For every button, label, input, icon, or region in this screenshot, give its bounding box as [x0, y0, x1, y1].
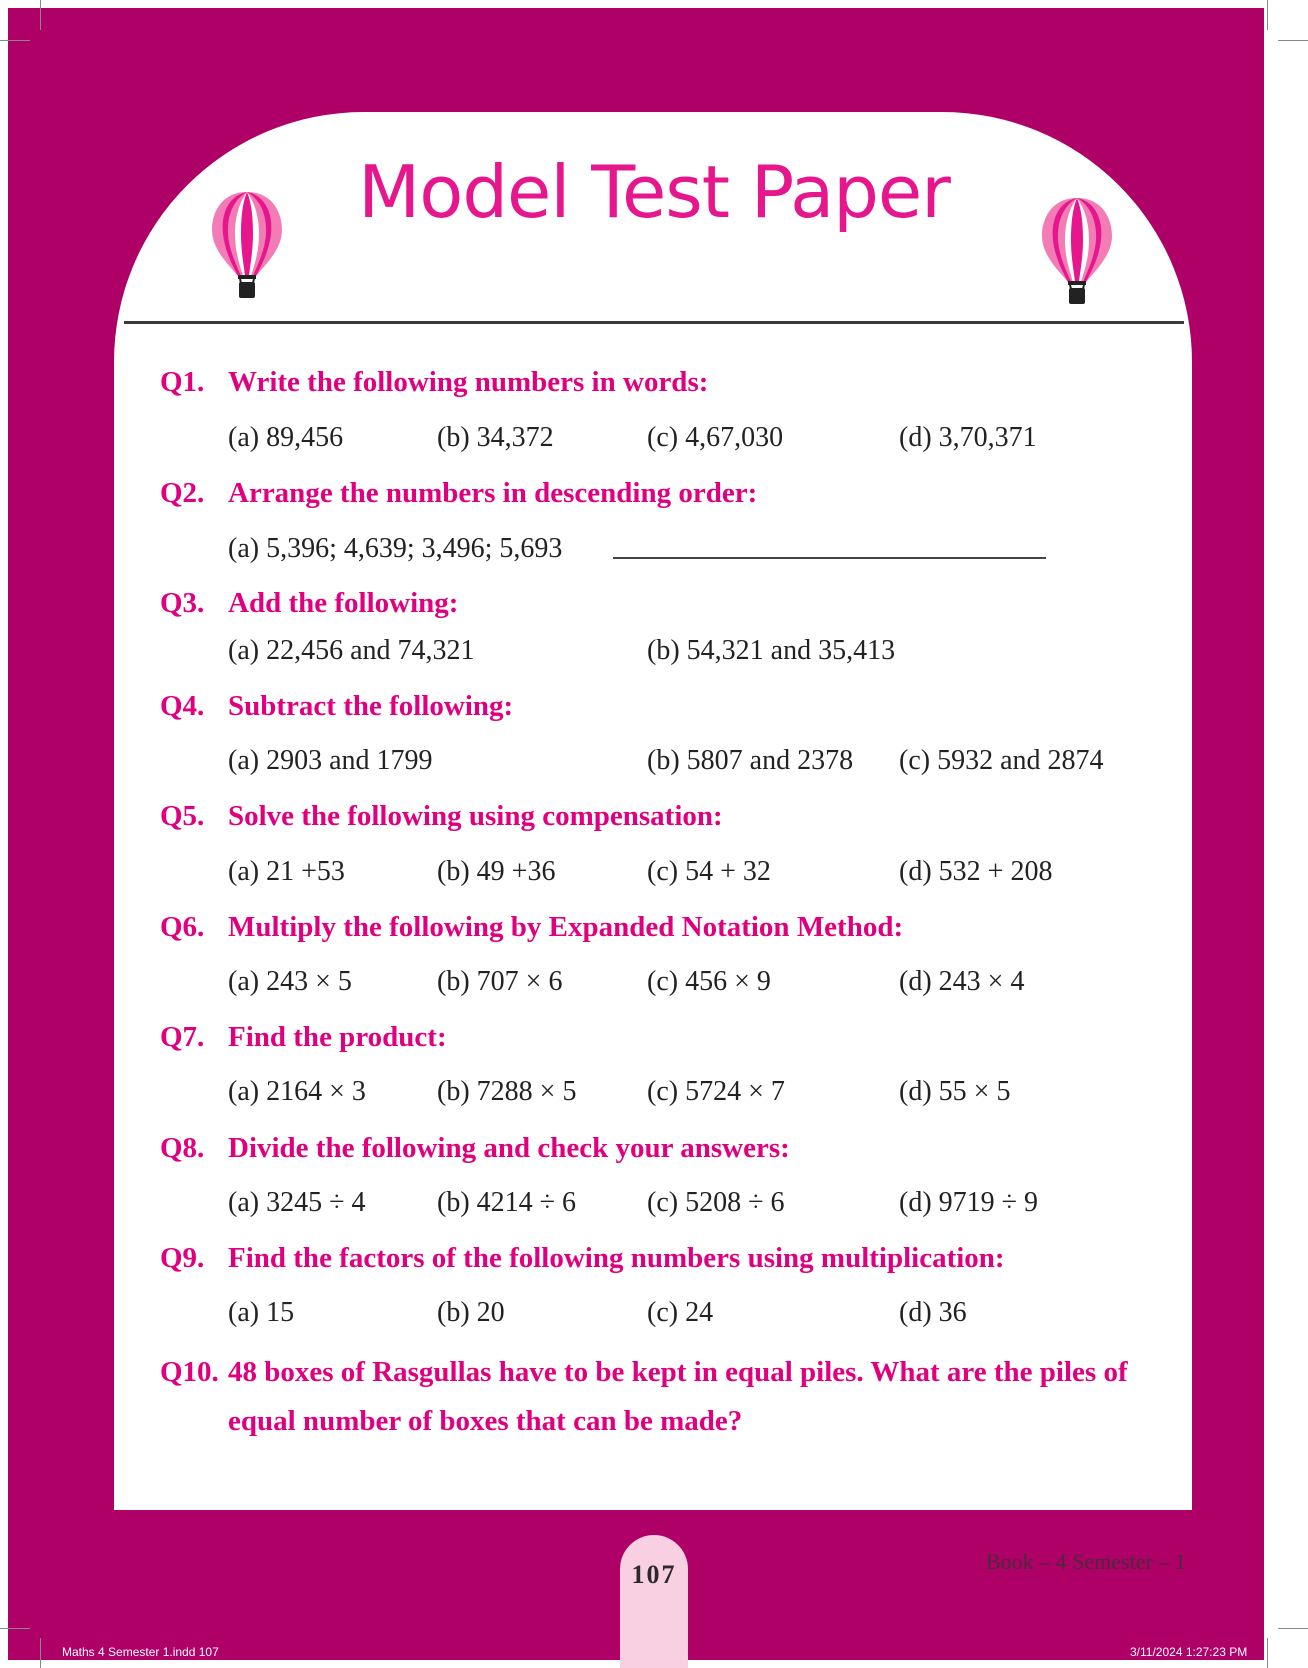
- question-number: Q6.: [160, 911, 205, 943]
- question-number: Q2.: [160, 477, 205, 509]
- question-text: Find the product:: [228, 1021, 447, 1053]
- question-text: Subtract the following:: [228, 690, 514, 722]
- answer-option: (b) 5807 and 2378: [647, 745, 854, 776]
- answer-option: (d) 9719 ÷ 9: [899, 1187, 1039, 1218]
- crop-mark: [40, 0, 41, 30]
- question-number: Q7.: [160, 1021, 205, 1053]
- question-text: Multiply the following by Expanded Notation Method:: [228, 911, 904, 943]
- answer-option: (b) 20: [437, 1297, 505, 1328]
- answer-option: (b) 34,372: [437, 422, 554, 453]
- answer-blank-line[interactable]: [613, 557, 1046, 559]
- question-text: Divide the following and check your answers:: [228, 1132, 790, 1164]
- question-number: Q5.: [160, 800, 205, 832]
- answer-option: (a) 15: [228, 1297, 295, 1328]
- print-slug-left: Maths 4 Semester 1.indd 107: [62, 1645, 219, 1659]
- answer-option: (c) 5208 ÷ 6: [647, 1187, 785, 1218]
- answer-option: (c) 54 + 32: [647, 856, 771, 887]
- answer-option: (b) 7288 × 5: [437, 1076, 577, 1107]
- answer-option: (a) 2164 × 3: [228, 1076, 366, 1107]
- answer-option: (c) 24: [647, 1297, 714, 1328]
- question-number: Q8.: [160, 1132, 205, 1164]
- answer-option: (d) 36: [899, 1297, 967, 1328]
- crop-mark: [1278, 1628, 1308, 1629]
- question-number: Q10.: [160, 1356, 219, 1388]
- answer-option: (d) 243 × 4: [899, 966, 1025, 997]
- answer-option: (d) 55 × 5: [899, 1076, 1011, 1107]
- answer-option: (a) 2903 and 1799: [228, 745, 433, 776]
- question-text: 48 boxes of Rasgullas have to be kept in equal piles. What are the piles of equal number of boxes that can be made?: [228, 1356, 1128, 1437]
- crop-mark: [40, 1638, 41, 1668]
- question-number: Q9.: [160, 1242, 205, 1274]
- answer-option: (a) 243 × 5: [228, 966, 352, 997]
- hot-air-balloon-icon: [1040, 196, 1114, 306]
- crop-mark: [0, 1628, 30, 1629]
- answer-option: (c) 4,67,030: [647, 422, 784, 453]
- question-text: Write the following numbers in words:: [228, 366, 709, 398]
- crop-mark: [0, 40, 30, 41]
- answer-option: (b) 49 +36: [437, 856, 556, 887]
- page-title: Model Test Paper: [358, 150, 950, 234]
- print-slug-right: 3/11/2024 1:27:23 PM: [1130, 1645, 1248, 1659]
- book-info: Book – 4 Semester – 1: [986, 1549, 1186, 1574]
- answer-option: (c) 456 × 9: [647, 966, 771, 997]
- answer-option: (d) 3,70,371: [899, 422, 1037, 453]
- answer-option: (c) 5932 and 2874: [899, 745, 1104, 776]
- answer-option: (b) 707 × 6: [437, 966, 563, 997]
- answer-option: (b) 54,321 and 35,413: [647, 635, 896, 666]
- question-text: Find the factors of the following numbers using multiplication:: [228, 1242, 1005, 1274]
- answer-option: (a) 3245 ÷ 4: [228, 1187, 366, 1218]
- question-number: Q4.: [160, 690, 205, 722]
- answer-option: (c) 5724 × 7: [647, 1076, 785, 1107]
- answer-option: (a) 22,456 and 74,321: [228, 635, 475, 666]
- question-text: Solve the following using compensation:: [228, 800, 723, 832]
- page-number: 107: [631, 1560, 677, 1589]
- answer-option: (d) 532 + 208: [899, 856, 1053, 887]
- question-text: Arrange the numbers in descending order:: [228, 477, 758, 509]
- answer-option: (b) 4214 ÷ 6: [437, 1187, 577, 1218]
- header-divider: [124, 321, 1184, 324]
- crop-mark: [1267, 0, 1268, 30]
- crop-mark: [1267, 1638, 1268, 1668]
- hot-air-balloon-icon: [210, 190, 284, 300]
- page-number-tab: [620, 1535, 688, 1668]
- question-number: Q1.: [160, 366, 205, 398]
- question-text: Add the following:: [228, 587, 459, 619]
- crop-mark: [1278, 40, 1308, 41]
- answer-option: (a) 21 +53: [228, 856, 345, 887]
- question-number: Q3.: [160, 587, 205, 619]
- answer-option: (a) 5,396; 4,639; 3,496; 5,693: [228, 533, 563, 564]
- answer-option: (a) 89,456: [228, 422, 344, 453]
